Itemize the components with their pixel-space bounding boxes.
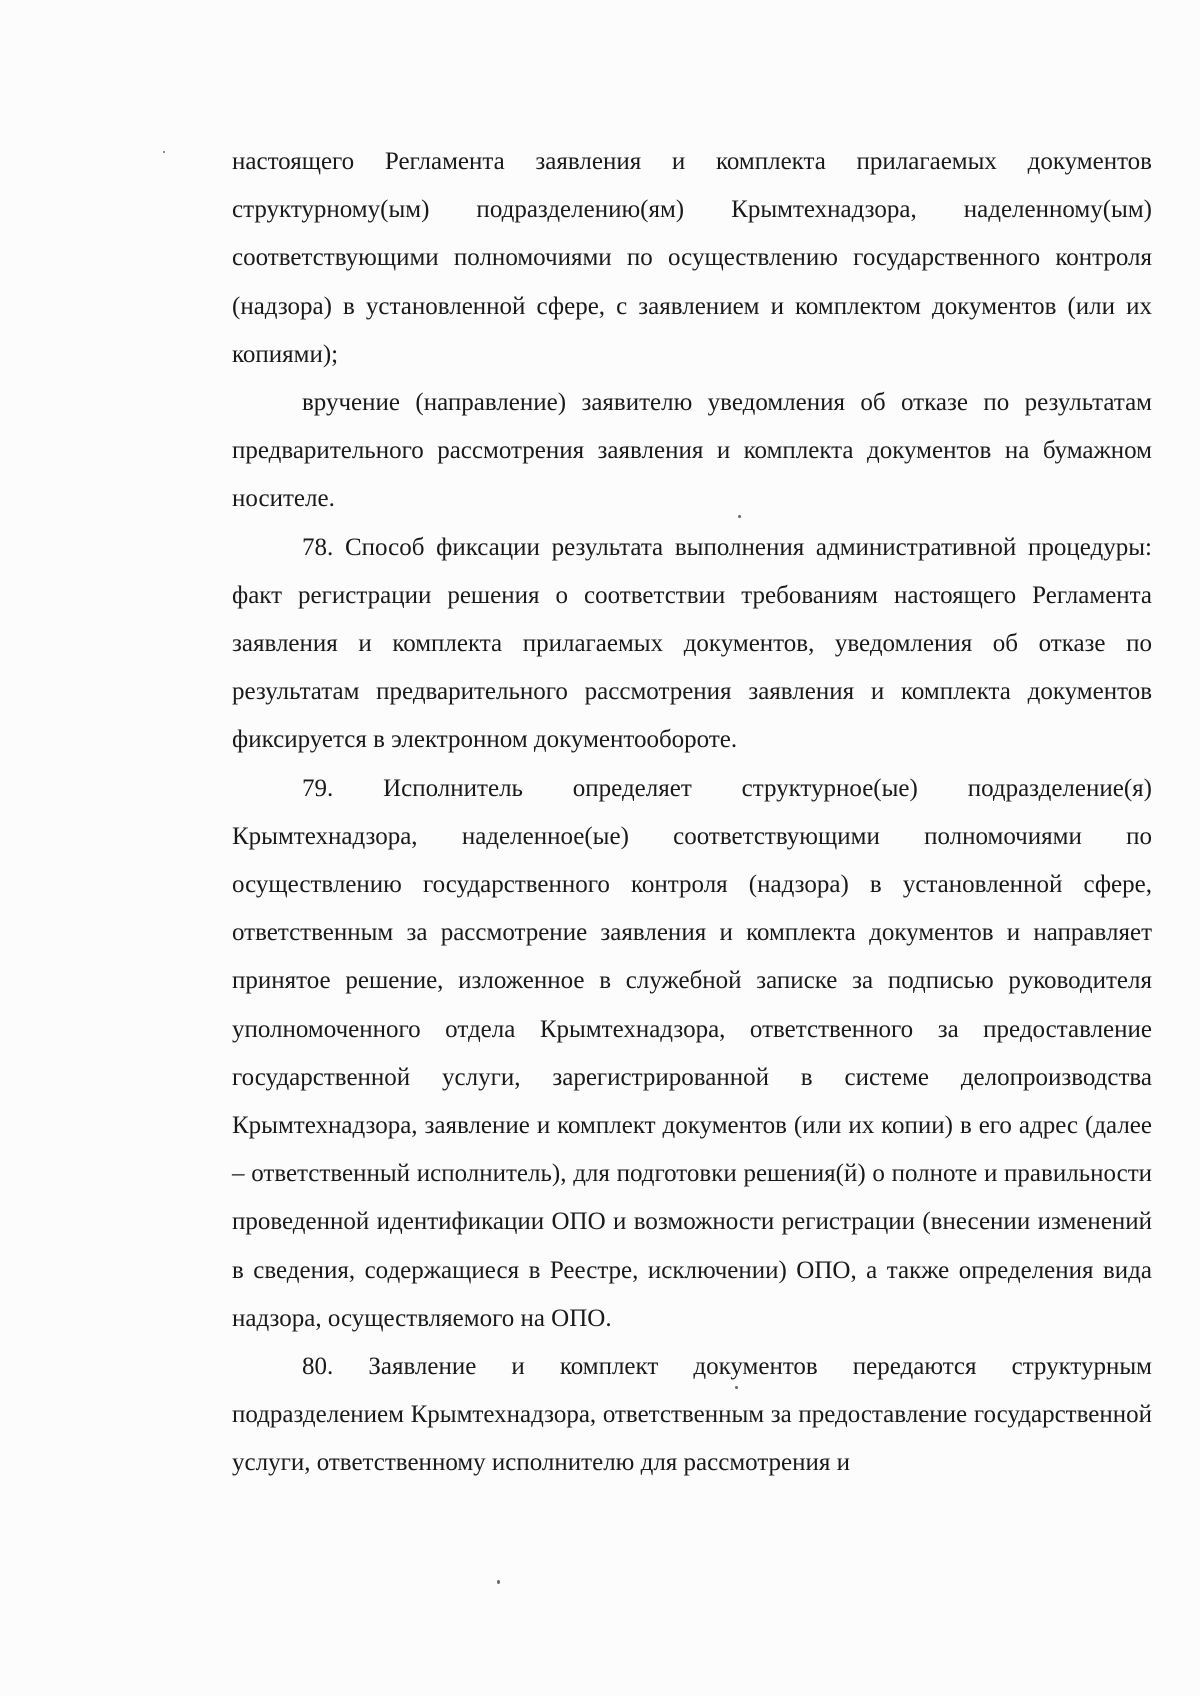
document-body <box>232 138 1152 1488</box>
scan-speck <box>735 1386 738 1389</box>
paragraph-delivery: вручение (направление) заявителю уведомления об отказе по результатам предварительного рассмотрения заявления и комплекта документов на бумажном носителе. <box>232 389 1152 513</box>
scan-speck <box>738 515 741 518</box>
scan-speck <box>163 151 165 153</box>
paragraph-79: 79. Исполнитель определяет структурное(ые) подразделение(я) Крымтехнадзора, наделенное(ые) соответствующими полномочиями по осуществлению государственного контроля (надзора) в установленной сфере, ответственным за рассмотрение заявления и комплекта документов и направляет принятое решение, изложенное в служебной записке за подписью руководителя уполномоченного отдела Крымтехнадзора, ответственного за предоставление государственной услуги, зарегистрированной в системе делопроизводства Крымтехнадзора, заявление и комплект документов (или их копии) в его адрес (далее – ответственный исполнитель), для подготовки решения(й) о полноте и правильности проведенной идентификации ОПО и возможности регистрации (внесении изменений в сведения, содержащиеся в Реестре, исключении) ОПО, а также определения вида надзора, осуществляемого на ОПО. <box>232 774 1152 1332</box>
paragraph-78: 78. Способ фиксации результата выполнения административной процедуры: факт регистрации решения о соответствии требованиям настоящего Регламента заявления и комплекта прилагаемых документов, уведомления об отказе по результатам предварительного рассмотрения заявления и комплекта документов фиксируется в электронном документообороте. <box>232 533 1152 754</box>
paragraph-80: 80. Заявление и комплект документов передаются структурным подразделением Крымтехнадзора, ответственным за предоставление государственной услуги, ответственному исполнителю для рассмотрения и <box>232 1353 1152 1477</box>
scan-speck <box>497 1580 500 1584</box>
paragraph-continuation: настоящего Регламента заявления и комплекта прилагаемых документов структурному(ым) подразделению(ям) Крымтехнадзора, наделенному(ым) соответствующими полномочиями по осуществлению государственного контроля (надзора) в установленной сфере, с заявлением и комплектом документов (или их копиями); <box>232 148 1152 368</box>
